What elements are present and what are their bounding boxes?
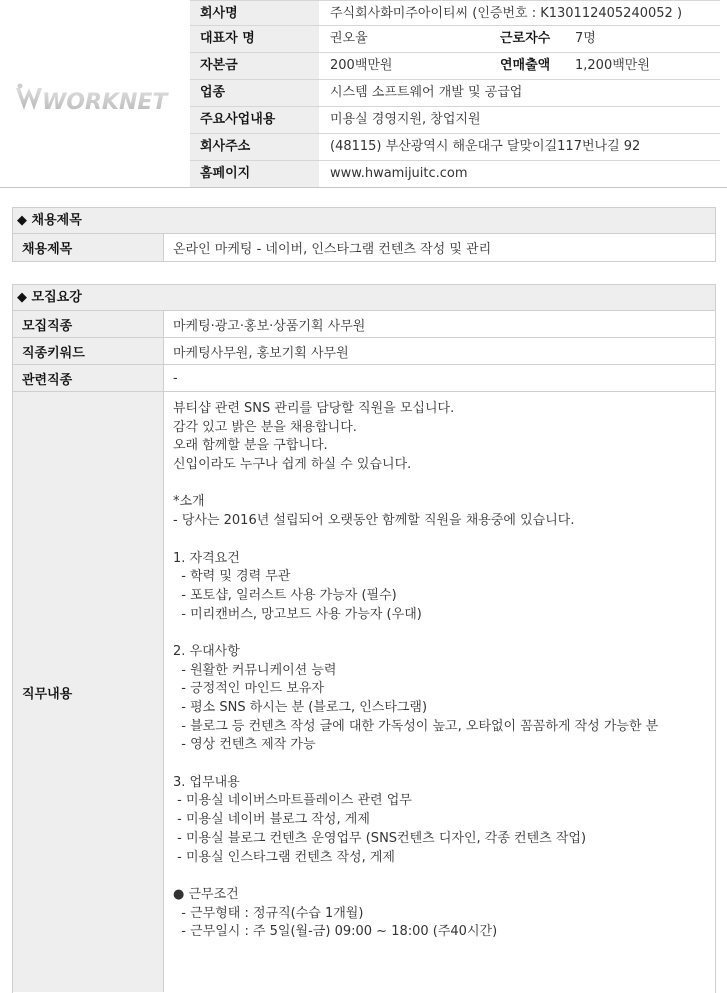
occupation-value: 마케팅·광고·홍보·상품기획 사무원 [173, 318, 366, 334]
related-occupation-label: 관련직종 [13, 365, 164, 391]
duty-line: - 영상 컨텐츠 제작 가능 [173, 737, 316, 753]
duty-line: - 평소 SNS 하시는 분 (블로그, 인스타그램) [173, 700, 428, 715]
job-title-label: 채용제목 [13, 234, 164, 261]
ceo-label: 대표자 명 [190, 26, 319, 52]
industry-label: 업종 [190, 80, 319, 106]
duty-line: - 미용실 네이버 블로그 작성, 게제 [173, 812, 370, 828]
job-title-section-header: ◆ 채용제목 [13, 208, 715, 234]
homepage-link[interactable]: www.hwamijuitc.com [330, 166, 468, 181]
header-divider [0, 187, 727, 188]
duty-line: 1. 자격요건 [173, 550, 240, 566]
duty-line: - 당사는 2016년 설립되어 오랫동안 함께할 직원을 채용중에 있습니다. [173, 513, 575, 529]
duty-line: 오래 함께할 분을 구합니다. [173, 438, 328, 454]
keywords-label: 직종키워드 [13, 338, 164, 364]
recruit-section [12, 284, 716, 993]
capital-row [190, 53, 720, 80]
company-name-label: 회사명 [190, 1, 319, 25]
recruit-row-keywords [13, 338, 715, 365]
ceo-row [190, 26, 720, 53]
duty-line: - 원활한 커뮤니케이션 능력 [173, 662, 337, 678]
duty-line: - 포토샵, 일러스트 사용 가능자 (필수) [173, 587, 397, 603]
homepage-label: 홈페이지 [190, 161, 319, 187]
sales-label: 연매출액 [500, 58, 551, 73]
recruit-row-occupation [13, 311, 715, 338]
address-row [190, 134, 720, 161]
job-title-section [12, 207, 716, 262]
employees-label: 근로자수 [500, 31, 551, 46]
duty-line: - 긍정적인 마인드 보유자 [173, 681, 324, 697]
industry-value: 시스템 소프트웨어 개발 및 공급업 [330, 85, 523, 100]
duty-line: 3. 업무내용 [173, 774, 240, 790]
duty-line [173, 475, 658, 494]
duty-row [13, 392, 715, 992]
duty-line [173, 867, 658, 886]
ceo-value: 권오율 [330, 31, 368, 46]
duty-line [173, 624, 658, 643]
duty-line: - 학력 및 경력 무관 [173, 569, 291, 585]
address-label: 회사주소 [190, 134, 319, 160]
company-name-value: 주식회사화미주아이티씨 (인증번호 : K130112405240052 ) [330, 6, 683, 21]
duty-line: ● 근무조건 [173, 886, 239, 902]
duty-label: 직무내용 [13, 392, 164, 992]
business-label: 주요사업내용 [190, 107, 319, 133]
recruit-row-related [13, 365, 715, 392]
worknet-logo [14, 80, 170, 116]
job-title-value: 온라인 마케팅 - 네이버, 인스타그램 컨텐츠 작성 및 관리 [173, 242, 492, 257]
duty-line [173, 755, 658, 774]
address-value: (48115) 부산광역시 해운대구 달맞이길117번나길 92 [330, 139, 641, 154]
duty-line: - 미용실 블로그 컨텐츠 운영업무 (SNS컨텐츠 디자인, 각종 컨텐츠 작업) [173, 830, 587, 846]
duty-line [173, 531, 658, 550]
duty-line: - 미용실 인스타그램 컨텐츠 작성, 게제 [173, 849, 395, 865]
worknet-logo-graphic [14, 80, 170, 116]
employees-value: 7명 [575, 31, 596, 46]
sales-value: 1,200백만원 [575, 58, 650, 73]
duty-line: *소개 [173, 494, 205, 510]
occupation-label: 모집직종 [13, 311, 164, 337]
duty-line: 뷰티샵 관련 SNS 관리를 담당할 직원을 모십니다. [173, 401, 455, 416]
duty-content [164, 392, 715, 992]
duty-lines [173, 400, 658, 942]
duty-line: 2. 우대사항 [173, 643, 240, 659]
worknet-logo-text: WORKNET [42, 90, 168, 115]
capital-value: 200백만원 [330, 58, 393, 73]
duty-line: - 근무형태 : 정규직(수습 1개월) [173, 905, 364, 921]
job-title-row [13, 234, 715, 261]
related-occupation-value: - [173, 370, 178, 386]
business-row [190, 107, 720, 134]
duty-line: 신입이라도 누구나 쉽게 하실 수 있습니다. [173, 457, 412, 473]
duty-line: - 미리캔버스, 망고보드 사용 가능자 (우대) [173, 606, 422, 622]
industry-row [190, 80, 720, 107]
duty-line: - 미용실 네이버스마트플레이스 관련 업무 [173, 793, 412, 809]
duty-line: 감각 있고 밝은 분을 채용합니다. [173, 419, 357, 435]
recruit-section-header: ◆ 모집요강 [13, 285, 715, 311]
duty-line: - 블로그 등 컨텐츠 작성 글에 대한 가독성이 높고, 오타없이 꼼꼼하게 작성 가능한 분 [173, 718, 659, 734]
business-value: 미용실 경영지원, 창업지원 [330, 112, 481, 127]
capital-label: 자본금 [190, 53, 319, 79]
company-name-row [190, 0, 720, 26]
keywords-value: 마케팅사무원, 홍보기획 사무원 [173, 345, 349, 361]
duty-line: - 근무일시 : 주 5일(월-금) 09:00 ~ 18:00 (주40시간) [173, 924, 498, 940]
company-info-table [190, 0, 720, 188]
homepage-row [190, 161, 720, 188]
